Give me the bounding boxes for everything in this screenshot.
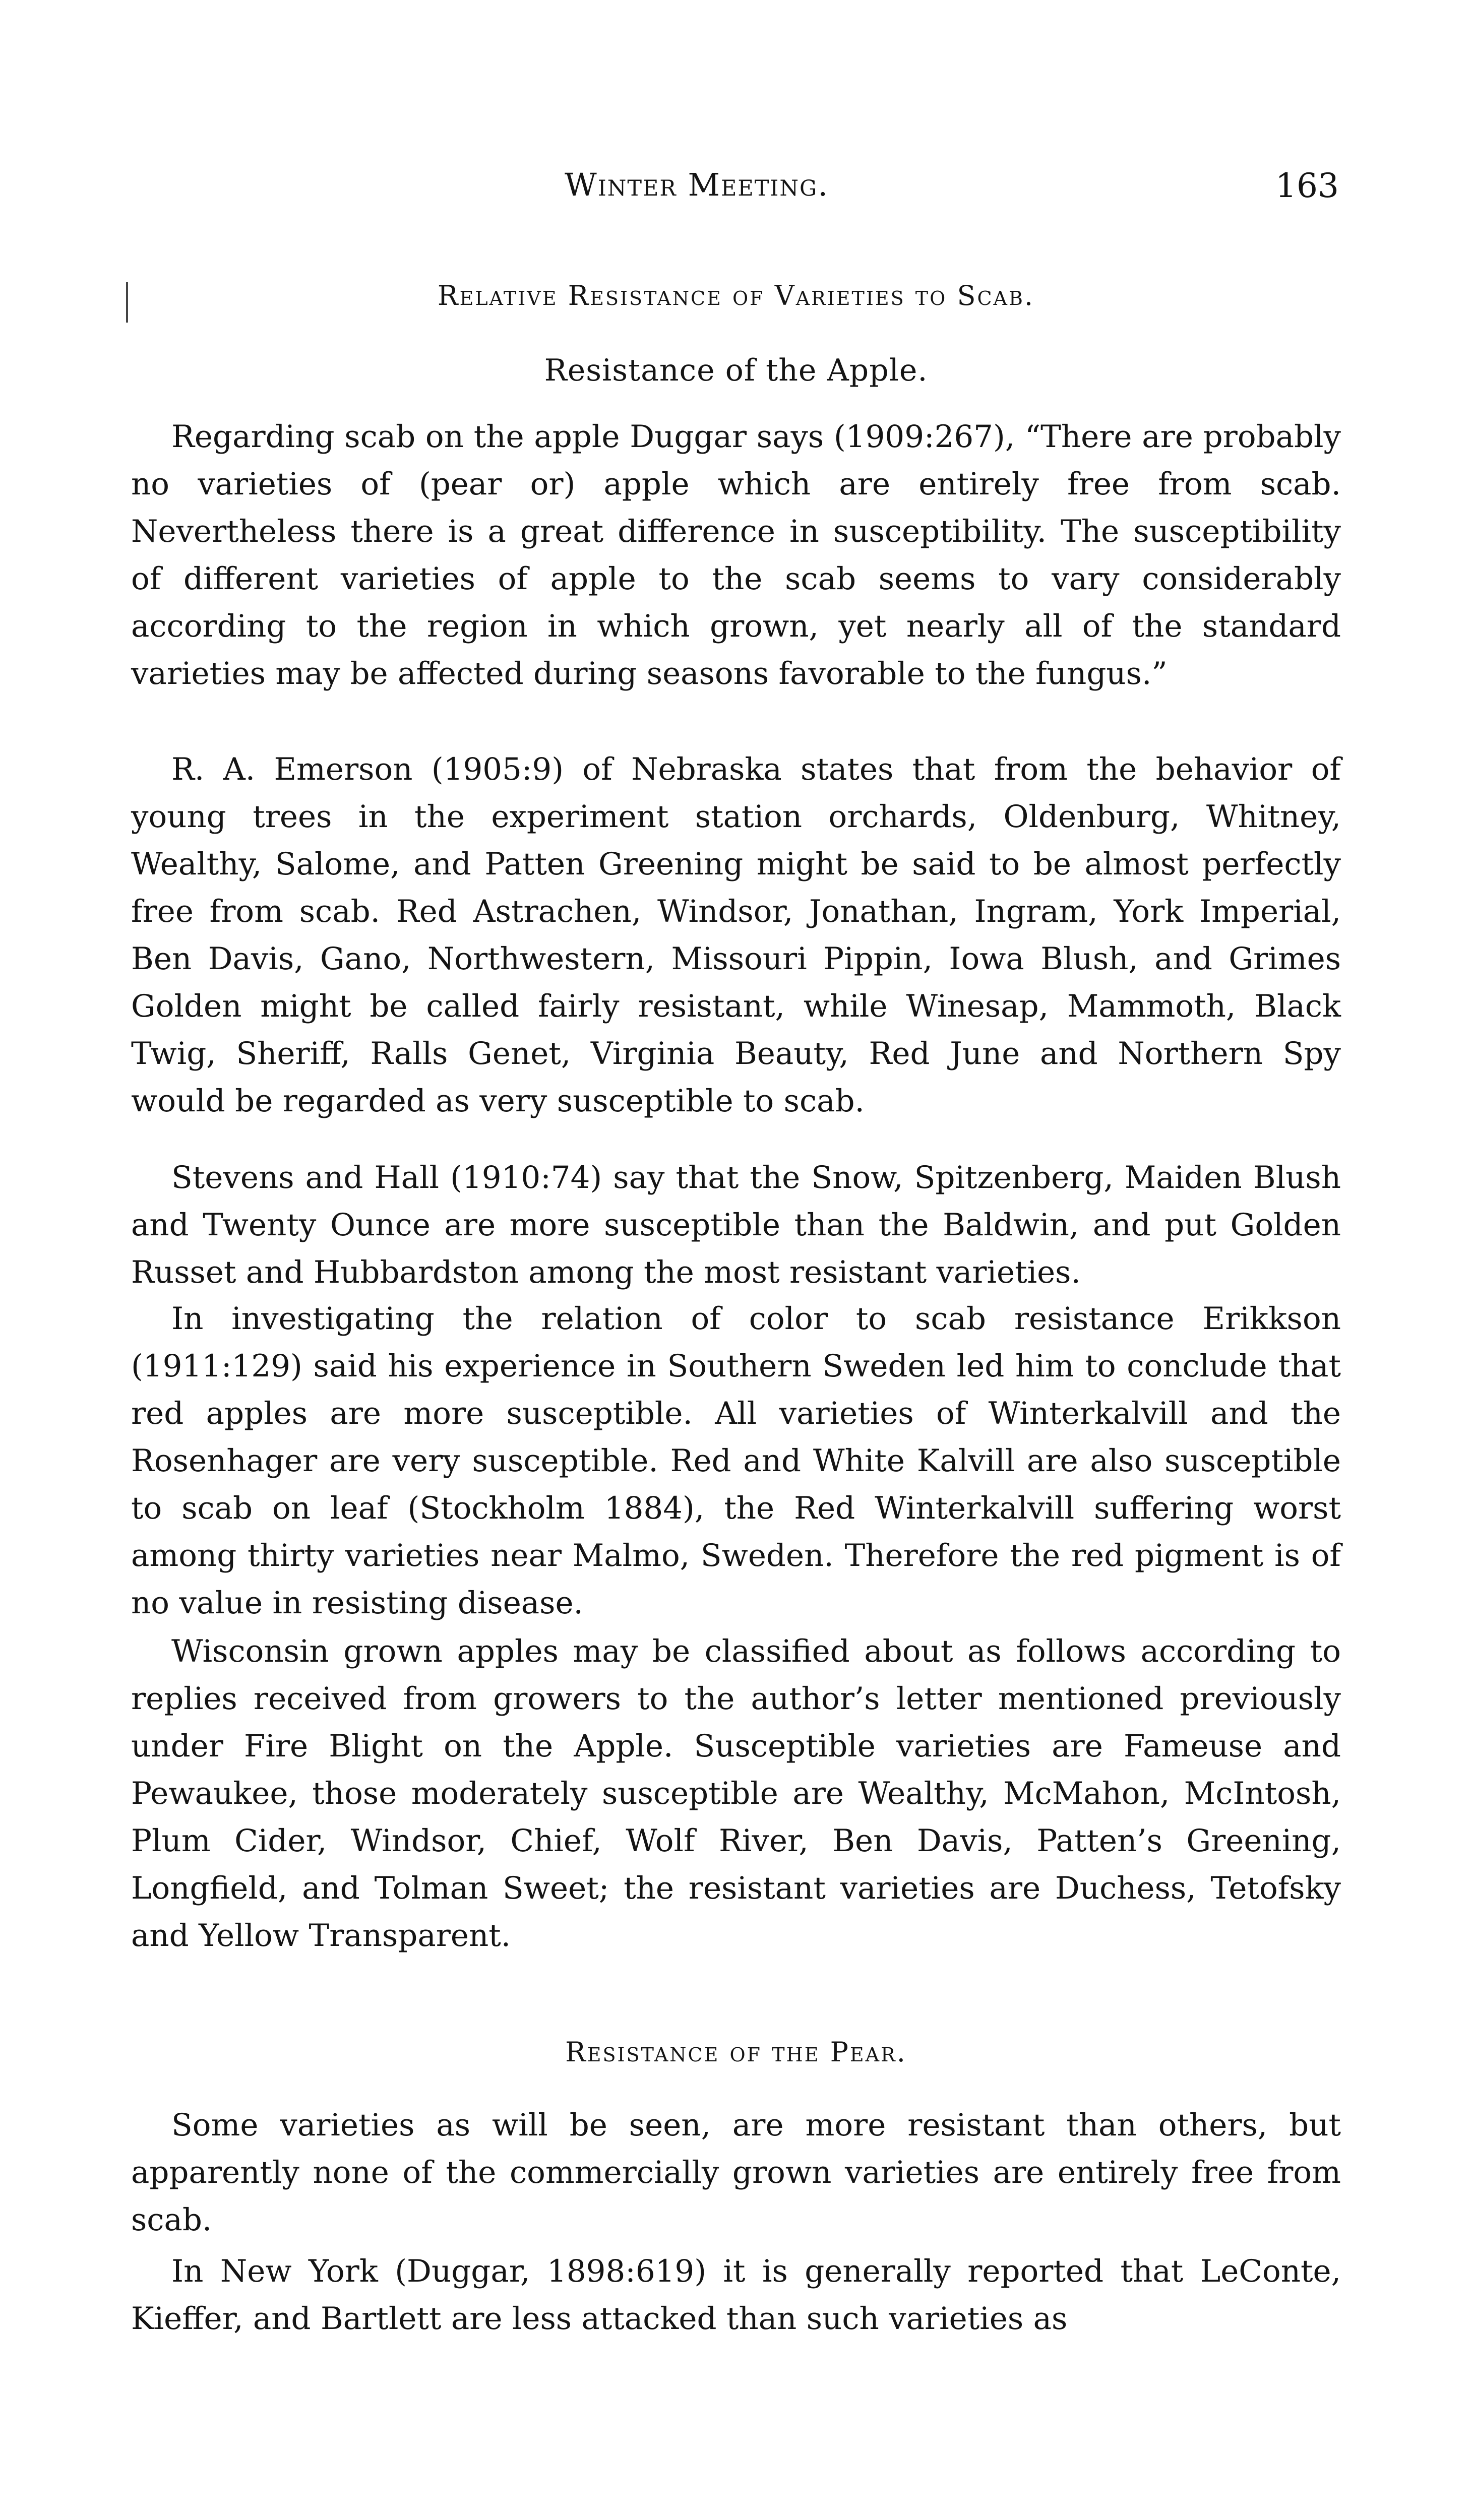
page-number: 163 bbox=[1275, 166, 1339, 205]
apple-paragraph-1: Regarding scab on the apple Duggar says (1909:267), “There are probably no varieties of (pear or) apple which are entirely free from scab. Nevertheless there is a great difference in susceptibility. The susceptibility of different varieties of apple to the scab seems to vary considerably according to the region in which grown, yet nearly all of the standard varieties may be affected during seasons favorable to the fungus.” bbox=[131, 419, 1341, 691]
pear-heading: Resistance of the Pear. bbox=[565, 2036, 907, 2068]
running-head: Winter Meeting. bbox=[565, 166, 829, 203]
pear-paragraph-1: Some varieties as will be seen, are more resistant than others, but apparently none of the commercially grown varieties are entirely free from scab. bbox=[131, 2107, 1341, 2238]
pear-paragraph-2: In New York (Duggar, 1898:619) it is generally reported that LeConte, Kieffer, and Bartlett are less attacked than such varieties as bbox=[131, 2253, 1341, 2337]
apple-paragraph-5: Wisconsin grown apples may be classified about as follows according to replies received from growers to the author’s letter mentioned previously under Fire Blight on the Apple. Susceptible varieties are Fameuse and Pewaukee, those moderately susceptible are Wealthy, McMahon, McIntosh, Plum Cider, Windsor, Chief, Wolf River, Ben Davis, Patten’s Greening, Longfield, and Tolman Sweet; the resistant varieties are Duchess, Tetofsky and Yellow Transparent. bbox=[131, 1633, 1341, 1954]
apple-paragraph-4: In investigating the relation of color to scab resistance Erikkson (1911:129) said his experience in Southern Sweden led him to conclude that red apples are more susceptible. All varieties of Winterkalvill and the Rosenhager are very susceptible. Red and White Kalvill are also susceptible to scab on leaf (Stockholm 1884), the Red Winterkalvill suffering worst among thirty varieties near Malmo, Sweden. Therefore the red pigment is of no value in resisting disease. bbox=[131, 1301, 1341, 1621]
apple-paragraph-3: Stevens and Hall (1910:74) say that the Snow, Spitzenberg, Maiden Blush and Twenty Ounce are more susceptible than the Baldwin, and put Golden Russet and Hubbardston among the most resistant varieties. bbox=[131, 1160, 1341, 1290]
apple-heading: Resistance of the Apple. bbox=[544, 353, 928, 388]
apple-paragraph-2: R. A. Emerson (1905:9) of Nebraska states that from the behavior of young trees in the experiment station orchards, Oldenburg, Whitney, Wealthy, Salome, and Patten Greening might be said to be almost perfectly free from scab. Red Astrachen, Windsor, Jonathan, Ingram, York Imperial, Ben Davis, Gano, Northwestern, Missouri Pippin, Iowa Blush, and Grimes Golden might be called fairly resistant, while Winesap, Mammoth, Black Twig, Sheriff, Ralls Genet, Virginia Beauty, Red June and Northern Spy would be regarded as very susceptible to scab. bbox=[131, 751, 1341, 1119]
section-title: Relative Resistance of Varieties to Scab. bbox=[437, 280, 1035, 311]
